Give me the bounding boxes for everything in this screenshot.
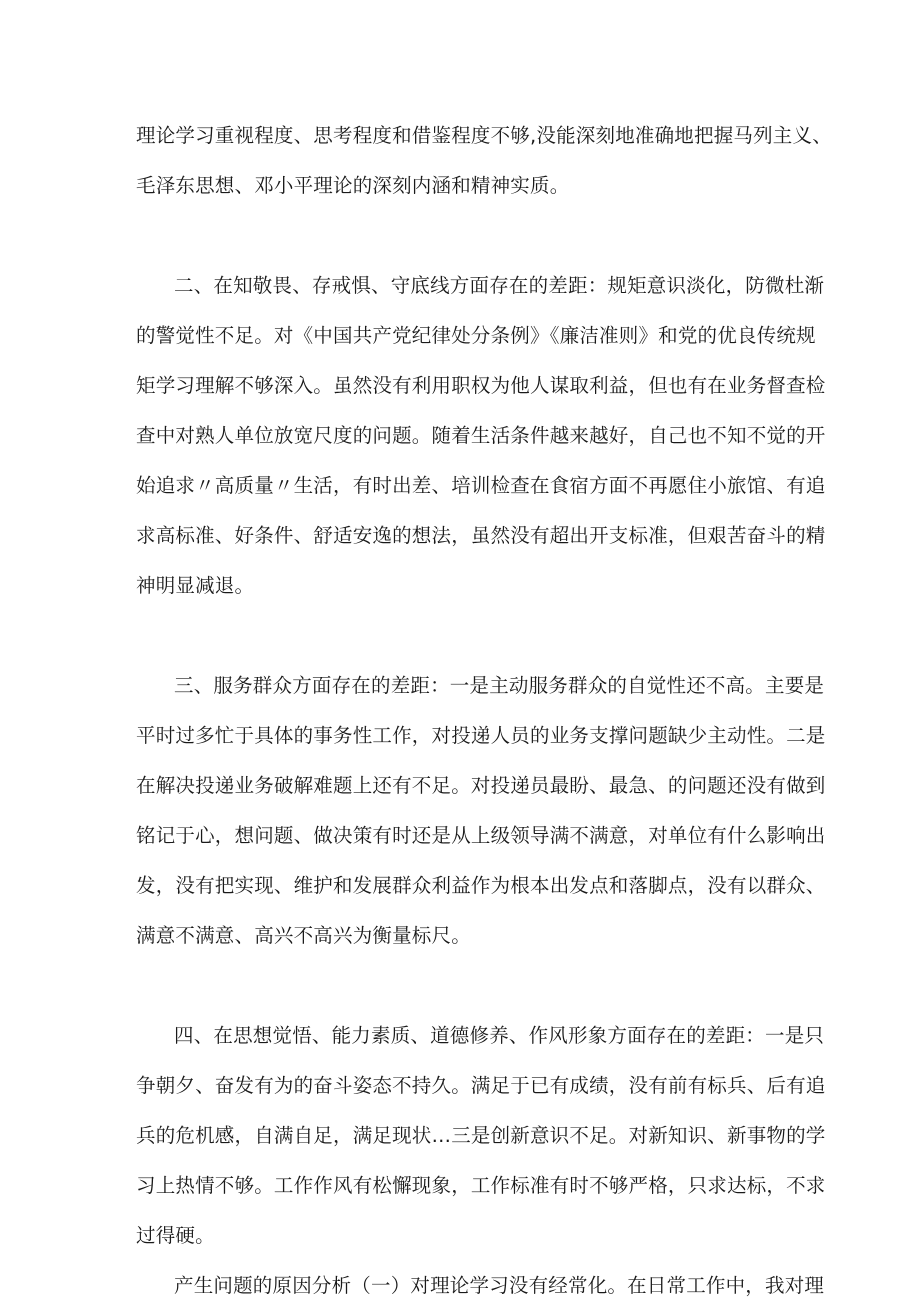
text-line: 毛泽东思想、邓小平理论的深刻内涵和精神实质。 xyxy=(136,174,570,197)
text-line: 在解决投递业务破解难题上还有不足。对投递员最盼、最急、的问题还没有做到 xyxy=(136,774,826,797)
text-line: 发，没有把实现、维护和发展群众利益作为根本出发点和落脚点，没有以群众、 xyxy=(136,874,826,897)
text-line: 兵的危机感，自满自足，满足现状…三是创新意识不足。对新知识、新事物的学 xyxy=(136,1124,826,1147)
text-line: 理论学习重视程度、思考程度和借鉴程度不够,没能深刻地准确地把握马列主义、 xyxy=(136,124,832,147)
text-line: 查中对熟人单位放宽尺度的问题。随着生活条件越来越好，自己也不知不觉的开 xyxy=(136,424,826,447)
text-line: 平时过多忙于具体的事务性工作，对投递人员的业务支撑问题缺少主动性。二是 xyxy=(136,724,826,747)
text-line: 求高标准、好条件、舒适安逸的想法，虽然没有超出开支标准，但艰苦奋斗的精 xyxy=(136,524,826,547)
text-line: 产生问题的原因分析（一）对理论学习没有经常化。在日常工作中，我对理 xyxy=(174,1274,825,1297)
text-line: 过得硬。 xyxy=(136,1224,215,1247)
text-line: 二、在知敬畏、存戒惧、守底线方面存在的差距：规矩意识淡化，防微杜渐 xyxy=(174,274,825,297)
text-line: 铭记于心，想问题、做决策有时还是从上级领导满不满意，对单位有什么影响出 xyxy=(136,824,826,847)
text-line: 矩学习理解不够深入。虽然没有利用职权为他人谋取利益，但也有在业务督查检 xyxy=(136,374,826,397)
text-line: 四、在思想觉悟、能力素质、道德修养、作风形象方面存在的差距：一是只 xyxy=(174,1024,825,1047)
text-line: 满意不满意、高兴不高兴为衡量标尺。 xyxy=(136,924,471,947)
text-line: 神明显减退。 xyxy=(136,574,255,597)
text-line: 争朝夕、奋发有为的奋斗姿态不持久。满足于已有成绩，没有前有标兵、后有追 xyxy=(136,1074,826,1097)
text-line: 始追求〃高质量〃生活，有时出差、培训检查在食宿方面不再愿住小旅馆、有追 xyxy=(136,474,826,497)
text-line: 的警觉性不足。对《中国共产党纪律处分条例》《廉洁准则》和党的优良传统规 xyxy=(136,324,816,347)
text-line: 三、服务群众方面存在的差距：一是主动服务群众的自觉性还不高。主要是 xyxy=(174,674,825,697)
text-line: 习上热情不够。工作作风有松懈现象，工作标准有时不够严格，只求达标，不求 xyxy=(136,1174,826,1197)
